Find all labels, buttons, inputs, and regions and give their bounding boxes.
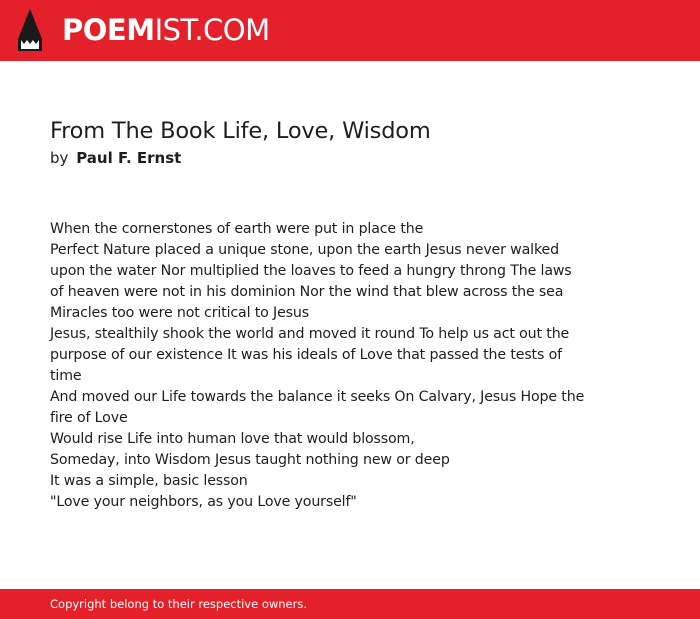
pencil-icon[interactable] [18,9,42,51]
copyright-notice: Copyright belong to their respective owners. [50,597,308,611]
poem-line: fire of Love [50,410,128,426]
poem-line: Jesus, stealthily shook the world and moved it round To help us act out the [50,326,570,342]
by-label: by [50,149,69,167]
site-header [0,0,700,61]
poem-line: Would rise Life into human love that would blossom, [50,431,415,447]
poem-line: purpose of our existence It was his ideals of Love that passed the tests of [50,347,562,363]
poem-line: "Love your neighbors, as you Love yourself" [50,494,357,510]
site-logo[interactable] [62,12,270,48]
logo-light-text: IST.COM [154,13,270,47]
poem-byline [50,149,181,167]
poem-body [50,219,595,513]
poem-line: Someday, into Wisdom Jesus taught nothing new or deep [50,452,450,468]
poem-line: Perfect Nature placed a unique stone, upon the earth Jesus never walked [50,242,559,258]
poem-line: Miracles too were not critical to Jesus [50,305,309,321]
poem-line: upon the water Nor multiplied the loaves to feed a hungry throng The laws [50,263,572,279]
poem-line: time [50,368,82,384]
poem-line: When the cornerstones of earth were put in place the [50,221,424,237]
author-name[interactable]: Paul F. Ernst [76,149,182,167]
site-footer [0,589,700,619]
poem-line: And moved our Life towards the balance it seeks On Calvary, Jesus Hope the [50,389,585,405]
logo-bold-text: POEM [62,13,155,47]
poem-title: From The Book Life, Love, Wisdom [50,118,431,144]
poem-line: of heaven were not in his dominion Nor the wind that blew across the sea [50,284,564,300]
poem-line: It was a simple, basic lesson [50,473,248,489]
